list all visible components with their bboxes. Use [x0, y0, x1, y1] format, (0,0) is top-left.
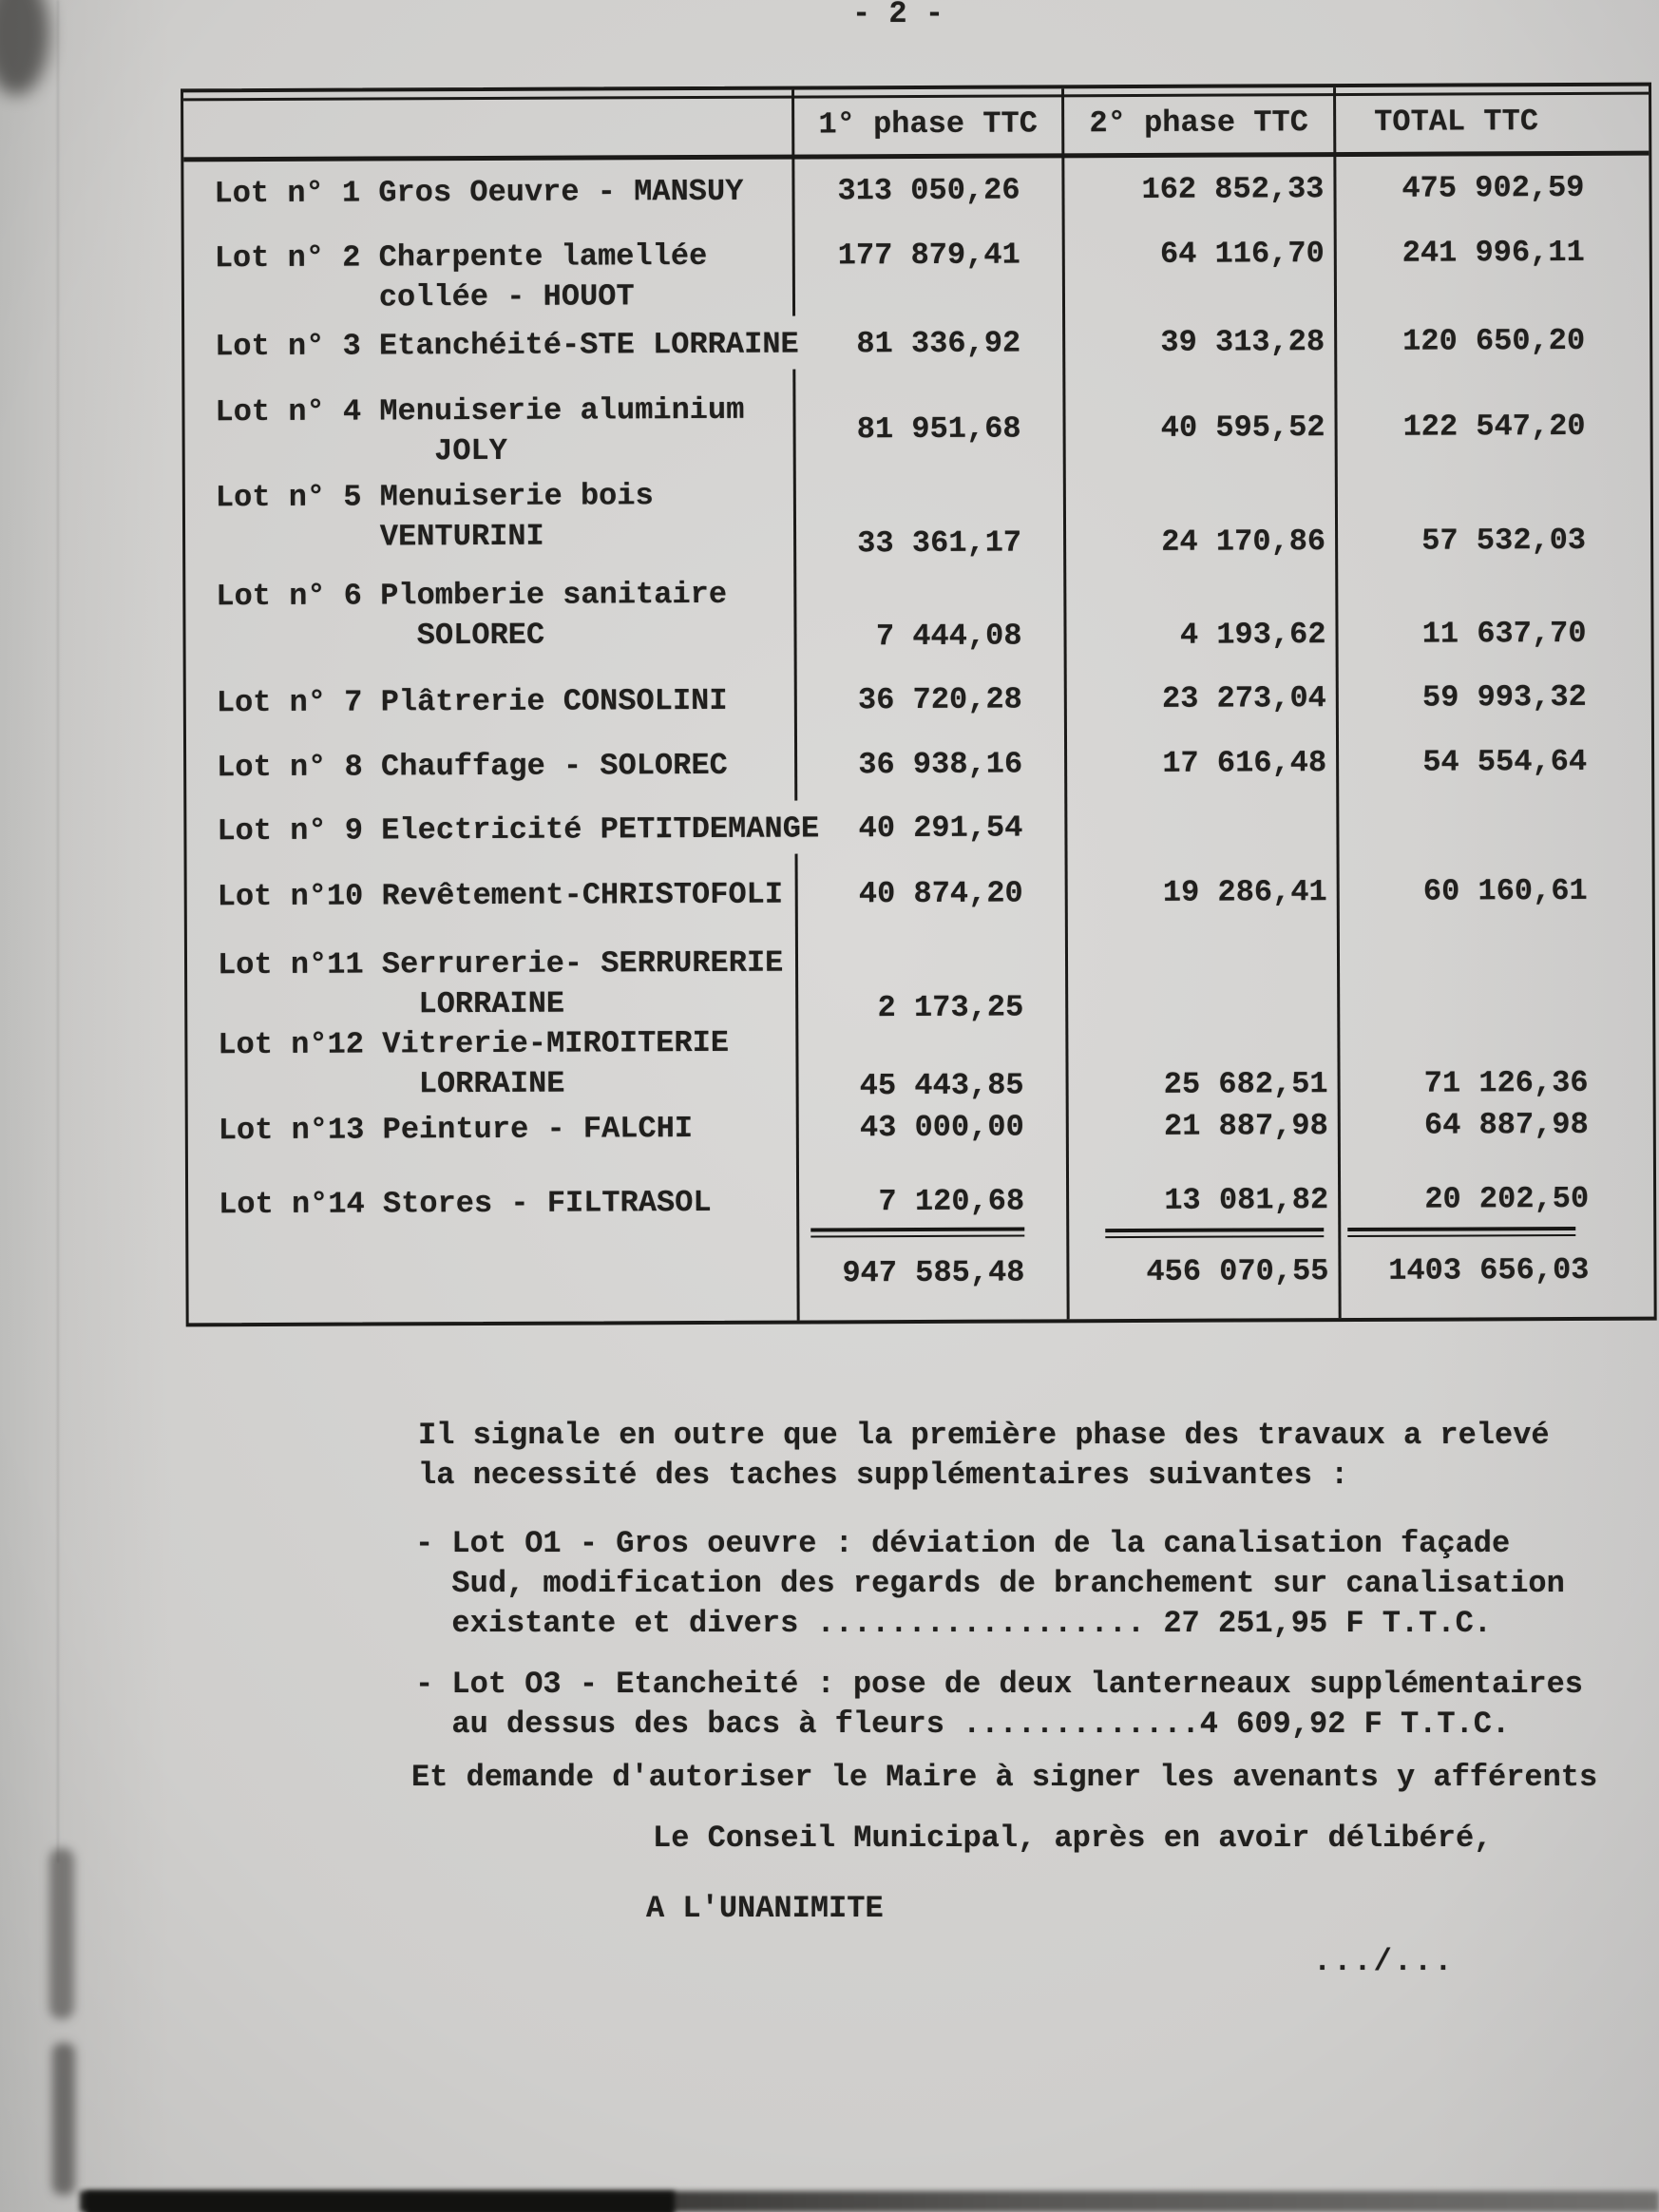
scan-artifact-smear — [49, 1848, 74, 2019]
amount-total: 122 547,20 — [1402, 408, 1586, 445]
amount-phase2: 64 116,70 — [1159, 236, 1325, 272]
lot-label: SOLOREC — [216, 617, 545, 655]
lot-label: Lot n° 9 Electricité PETITDEMANGE — [217, 810, 820, 849]
amount-total: 59 993,32 — [1421, 678, 1587, 715]
amount-phase2: 21 887,98 — [1163, 1108, 1328, 1144]
totals-separator — [1105, 1228, 1324, 1238]
amount-phase1: 2 173,25 — [877, 989, 1024, 1026]
column-header-total: TOTAL TTC — [1374, 104, 1539, 140]
amount-phase2: 19 286,41 — [1162, 874, 1327, 910]
body-text-line: Et demande d'autoriser le Maire à signer les avenants y afférents — [411, 1760, 1598, 1795]
amount-phase1: 43 000,00 — [859, 1109, 1024, 1146]
body-text-line: Il signale en outre que la première phase des travaux a relevé — [418, 1418, 1550, 1453]
amount-phase1: 7 120,68 — [878, 1183, 1025, 1220]
amount-total: 20 202,50 — [1424, 1180, 1590, 1217]
amount-phase2: 17 616,48 — [1162, 745, 1327, 781]
lot-label: Lot n° 7 Plâtrerie CONSOLINI — [216, 682, 728, 721]
lot-label: LORRAINE — [218, 985, 565, 1023]
amount-phase1: 81 336,92 — [856, 325, 1021, 362]
amount-total: 57 532,03 — [1421, 522, 1587, 559]
amount-phase2: 13 081,82 — [1164, 1182, 1329, 1218]
lot-label: Lot n°13 Peinture - FALCHI — [218, 1111, 694, 1149]
lot-label: Lot n°10 Revêtement-CHRISTOFOLI — [217, 876, 784, 915]
lot-label: Lot n° 4 Menuiserie aluminium — [215, 391, 745, 430]
lot-label: Lot n° 6 Plomberie sanitaire — [216, 576, 728, 615]
lot-label: Lot n° 1 Gros Oeuvre - MANSUY — [214, 173, 744, 212]
lot-label: Lot n°14 Stores - FILTRASOL — [219, 1184, 712, 1223]
lot-label: Lot n°12 Vitrerie-MIROITERIE — [218, 1024, 730, 1063]
amount-phase1: 36 938,16 — [858, 746, 1023, 783]
lot-label: JOLY — [215, 432, 508, 470]
page-number: - 2 - — [852, 0, 944, 31]
body-text-line: - Lot O1 - Gros oeuvre : déviation de la canalisation façade — [415, 1526, 1511, 1561]
amount-total: 64 887,98 — [1423, 1106, 1589, 1143]
amount-phase1: 7 444,08 — [875, 618, 1022, 655]
totals-separator — [810, 1228, 1024, 1238]
body-text-line: Sud, modification des regards de branchement sur canalisation — [415, 1566, 1565, 1601]
amount-total: 241 996,11 — [1402, 234, 1585, 271]
body-text-line: A L'UNANIMITE — [646, 1891, 884, 1926]
amount-phase1: 33 361,17 — [857, 524, 1022, 562]
total-phase1: 947 585,48 — [842, 1254, 1025, 1291]
scan-artifact-corner-blob — [0, 0, 49, 95]
lot-label: Lot n° 8 Chauffage - SOLOREC — [217, 747, 728, 786]
lot-label: Lot n°11 Serrurerie- SERRURERIE — [217, 944, 784, 983]
body-text-line: au dessus des bacs à fleurs .............4 609,92 F T.T.C. — [415, 1707, 1511, 1742]
scan-artifact-bottom-edge-dark — [86, 2191, 675, 2212]
amount-phase1: 40 874,20 — [858, 875, 1023, 912]
amount-phase2: 162 852,33 — [1141, 171, 1325, 207]
column-header-phase1: 1° phase TTC — [818, 105, 1038, 143]
amount-total: 475 902,59 — [1402, 169, 1585, 206]
lot-label: VENTURINI — [215, 518, 544, 556]
amount-phase1: 40 291,54 — [858, 810, 1023, 847]
lot-label: Lot n° 3 Etanchéité-STE LORRAINE — [215, 326, 799, 365]
amount-total: 11 637,70 — [1421, 615, 1587, 652]
amount-total: 120 650,20 — [1402, 322, 1586, 359]
amount-phase1: 36 720,28 — [857, 681, 1022, 718]
amount-phase2: 4 193,62 — [1179, 617, 1326, 653]
total-overall: 1403 656,03 — [1388, 1251, 1590, 1288]
scan-artifact-paper-fold — [57, 0, 59, 1862]
table-top-double-rule — [183, 92, 1649, 102]
body-text-line: Le Conseil Municipal, après en avoir délibéré, — [653, 1821, 1493, 1856]
amount-phase1: 45 443,85 — [859, 1067, 1024, 1104]
amount-total: 71 126,36 — [1423, 1064, 1589, 1101]
amount-total: 60 160,61 — [1422, 872, 1588, 909]
lot-label: LORRAINE — [218, 1065, 565, 1103]
amount-phase2: 39 313,28 — [1160, 324, 1325, 360]
body-text-line: la necessité des taches supplémentaires suivantes : — [418, 1458, 1349, 1493]
total-phase2: 456 070,55 — [1146, 1253, 1329, 1289]
lot-label: collée - HOUOT — [214, 278, 635, 316]
lot-label: Lot n° 2 Charpente lamellée — [214, 238, 708, 276]
continuation-mark: .../... — [1313, 1944, 1455, 1979]
lots-table — [181, 83, 1657, 1327]
amount-phase1: 313 050,26 — [837, 172, 1020, 209]
table-header-rule — [183, 151, 1649, 162]
amount-phase1: 177 879,41 — [837, 237, 1020, 274]
column-header-phase2: 2° phase TTC — [1089, 105, 1308, 142]
amount-phase2: 25 682,51 — [1163, 1066, 1328, 1102]
scan-artifact-smear — [52, 2043, 75, 2195]
totals-separator — [1347, 1227, 1575, 1237]
amount-phase1: 81 951,68 — [856, 410, 1021, 448]
body-text-line: - Lot O3 - Etancheité : pose de deux lanterneaux supplémentaires — [415, 1667, 1583, 1702]
body-text-line: existante et divers .................. 27 251,95 F T.T.C. — [415, 1606, 1492, 1641]
amount-total: 54 554,64 — [1422, 743, 1588, 780]
amount-phase2: 24 170,86 — [1161, 524, 1326, 560]
amount-phase2: 23 273,04 — [1161, 680, 1326, 716]
amount-phase2: 40 595,52 — [1160, 410, 1325, 446]
lot-label: Lot n° 5 Menuiserie bois — [215, 478, 654, 516]
